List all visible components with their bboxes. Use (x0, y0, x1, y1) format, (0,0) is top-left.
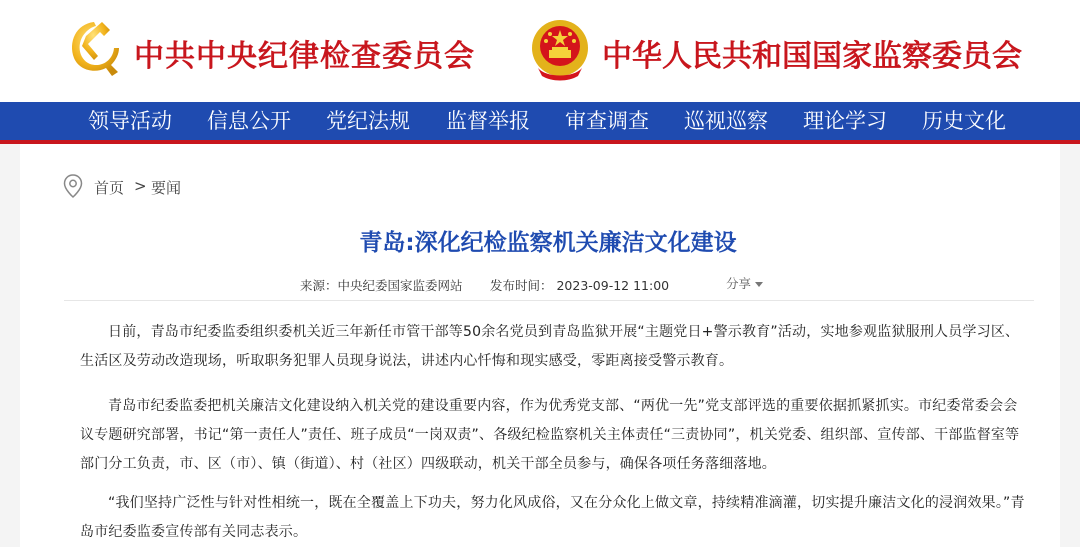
nav-item-report[interactable]: 监督举报 (446, 109, 530, 133)
breadcrumb-separator: > (134, 177, 147, 195)
nav-item-regulations[interactable]: 党纪法规 (326, 109, 410, 133)
page-gutter-right (1060, 144, 1080, 547)
article-paragraph: 青岛市纪委监委把机关廉洁文化建设纳入机关党的建设重要内容，作为优秀党支部、“两优一先”党支部评选的重要依据抓紧抓实。市纪委常委会会议专题研究部署，书记“第一责任人”责任、班子成员“一岗双责”、各级纪检监察机关主体责任“三责协同”，机关党委、组织部、宣传部、干部监督室等部门分工负责，市、区（市）、镇（街道）、村（社区）四级联动，机关干部全员参与，确保各项任务落细落地。 (80, 398, 1020, 472)
nav-item-investigation[interactable]: 审查调查 (565, 109, 649, 133)
share-label: 分享 (726, 276, 752, 291)
nav-item-history[interactable]: 历史文化 (922, 109, 1006, 133)
article-paragraph: 日前，青岛市纪委监委组织委机关近三年新任市管干部等50余名党员到青岛监狱开展“主题党日+警示教育”活动，实地参观监狱服刑人员学习区、生活区及劳动改造现场，听取职务犯罪人员现身说法，讲述内心忏悔和现实感受，零距离接受警示教育。 (80, 324, 1020, 369)
breadcrumb-current[interactable]: 要闻 (151, 179, 182, 197)
nav-item-inspection[interactable]: 巡视巡察 (684, 109, 768, 133)
nav-bottom-stripe (0, 140, 1080, 144)
national-emblem-icon[interactable] (528, 16, 592, 84)
article-publish-time: 发布时间： 2023-09-12 11:00 (490, 278, 670, 293)
share-dropdown[interactable] (726, 274, 763, 292)
chevron-down-icon (755, 282, 763, 287)
article-title: 青岛:深化纪检监察机关廉洁文化建设 (359, 230, 737, 256)
party-emblem-icon[interactable] (64, 16, 124, 80)
nav-item-disclosure[interactable]: 信息公开 (207, 109, 291, 133)
article-source: 来源：中央纪委国家监委网站 (300, 278, 463, 293)
site-header (0, 0, 1080, 102)
ccdi-site-title[interactable]: 中共中央纪律检查委员会 (134, 39, 475, 74)
page-gutter-left (0, 144, 20, 547)
location-pin-icon (62, 173, 84, 199)
breadcrumb-home-link[interactable]: 首页 (94, 179, 125, 197)
article-divider (64, 300, 1034, 301)
nsc-site-title[interactable]: 中华人民共和国国家监察委员会 (602, 39, 1022, 74)
article-paragraph: “我们坚持广泛性与针对性相统一，既在全覆盖上下功夫，努力化风成俗，又在分众化上做文章，持续精准滴灌，切实提升廉洁文化的浸润效果。”青岛市纪委监委宣传部有关同志表示。 (80, 495, 1025, 540)
nav-item-theory[interactable]: 理论学习 (803, 109, 887, 133)
nav-item-leadership[interactable]: 领导活动 (88, 109, 172, 133)
